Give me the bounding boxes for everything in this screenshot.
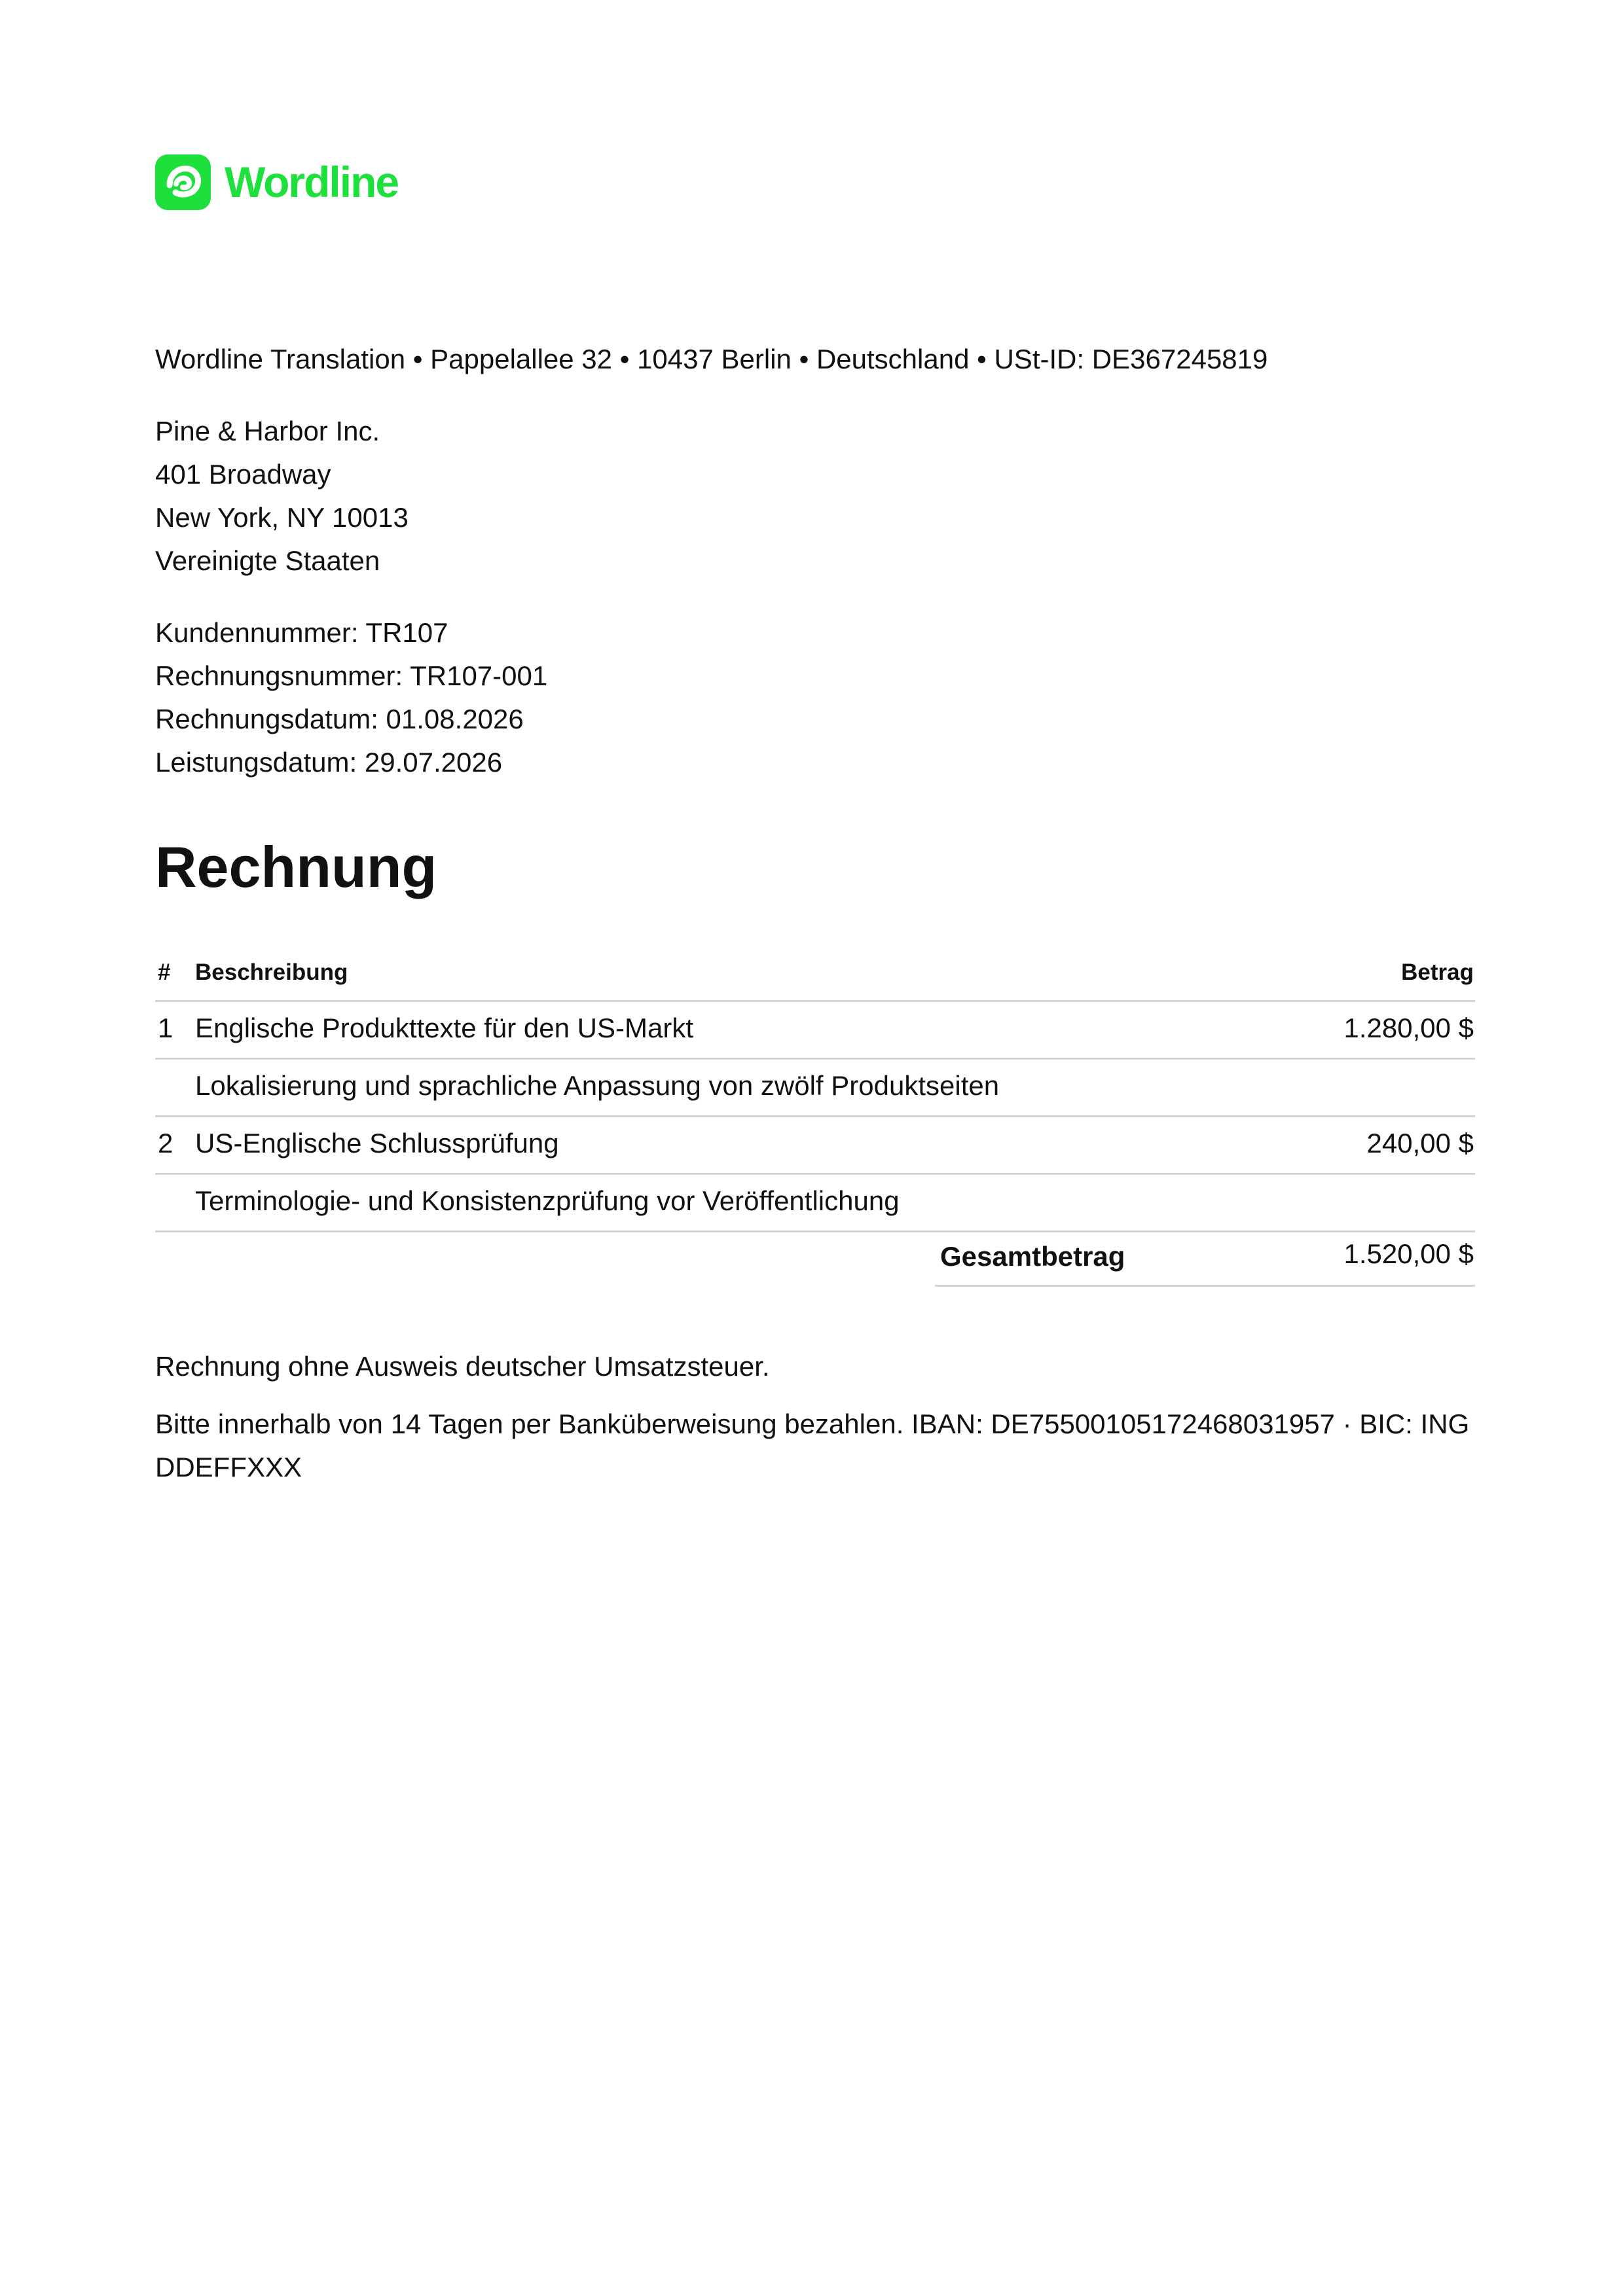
wordline-logo-icon <box>155 154 211 210</box>
item-detail: Lokalisierung und sprachliche Anpassung von zwölf Produktseiten <box>195 1070 1000 1101</box>
total-amount: 1.520,00 $ <box>1343 1238 1474 1269</box>
item-number: 1 <box>158 1013 173 1043</box>
service-date: Leistungsdatum: 29.07.2026 <box>155 747 503 778</box>
table-header <box>155 942 1475 1002</box>
customer-number: Kundennummer: TR107 <box>155 617 448 648</box>
page-title: Rechnung <box>155 834 437 899</box>
invoice-meta <box>155 611 547 784</box>
item-number: 2 <box>158 1128 173 1158</box>
table-row <box>155 1117 1475 1175</box>
line-items-table <box>155 942 1475 1232</box>
vat-note: Rechnung ohne Ausweis deutscher Umsatzsteuer. <box>155 1351 770 1382</box>
item-description: US-Englische Schlussprüfung <box>195 1128 559 1158</box>
recipient-name: Pine & Harbor Inc. <box>155 416 380 446</box>
item-amount: 240,00 $ <box>1366 1128 1474 1158</box>
item-description: Englische Produkttexte für den US-Markt <box>195 1013 694 1043</box>
recipient-country: Vereinigte Staaten <box>155 545 380 576</box>
table-row-detail <box>155 1175 1475 1232</box>
column-header-number: # <box>158 960 171 985</box>
invoice-date: Rechnungsdatum: 01.08.2026 <box>155 704 524 734</box>
company-logo <box>155 154 398 210</box>
invoice-number: Rechnungsnummer: TR107-001 <box>155 660 548 691</box>
recipient-street: 401 Broadway <box>155 459 331 490</box>
payment-note: Bitte innerhalb von 14 Tagen per Banküberweisung bezahlen. IBAN: DE75500105172468031957 · BIC: INGDDEFFXXX <box>155 1408 1470 1482</box>
column-header-description: Beschreibung <box>195 960 348 985</box>
total-row <box>935 1229 1475 1287</box>
recipient-city: New York, NY 10013 <box>155 502 409 533</box>
total-label: Gesamtbetrag <box>940 1241 1125 1272</box>
item-detail: Terminologie- und Konsistenzprüfung vor Veröffentlichung <box>195 1185 900 1216</box>
column-header-amount: Betrag <box>1401 960 1474 985</box>
table-row <box>155 1002 1475 1060</box>
sender-address-line: Wordline Translation • Pappelallee 32 • 10437 Berlin • Deutschland • USt-ID: DE367245819 <box>155 344 1268 374</box>
table-row-detail <box>155 1060 1475 1117</box>
brand-name: Wordline <box>225 158 399 206</box>
item-amount: 1.280,00 $ <box>1343 1013 1474 1043</box>
recipient-address <box>155 410 409 583</box>
